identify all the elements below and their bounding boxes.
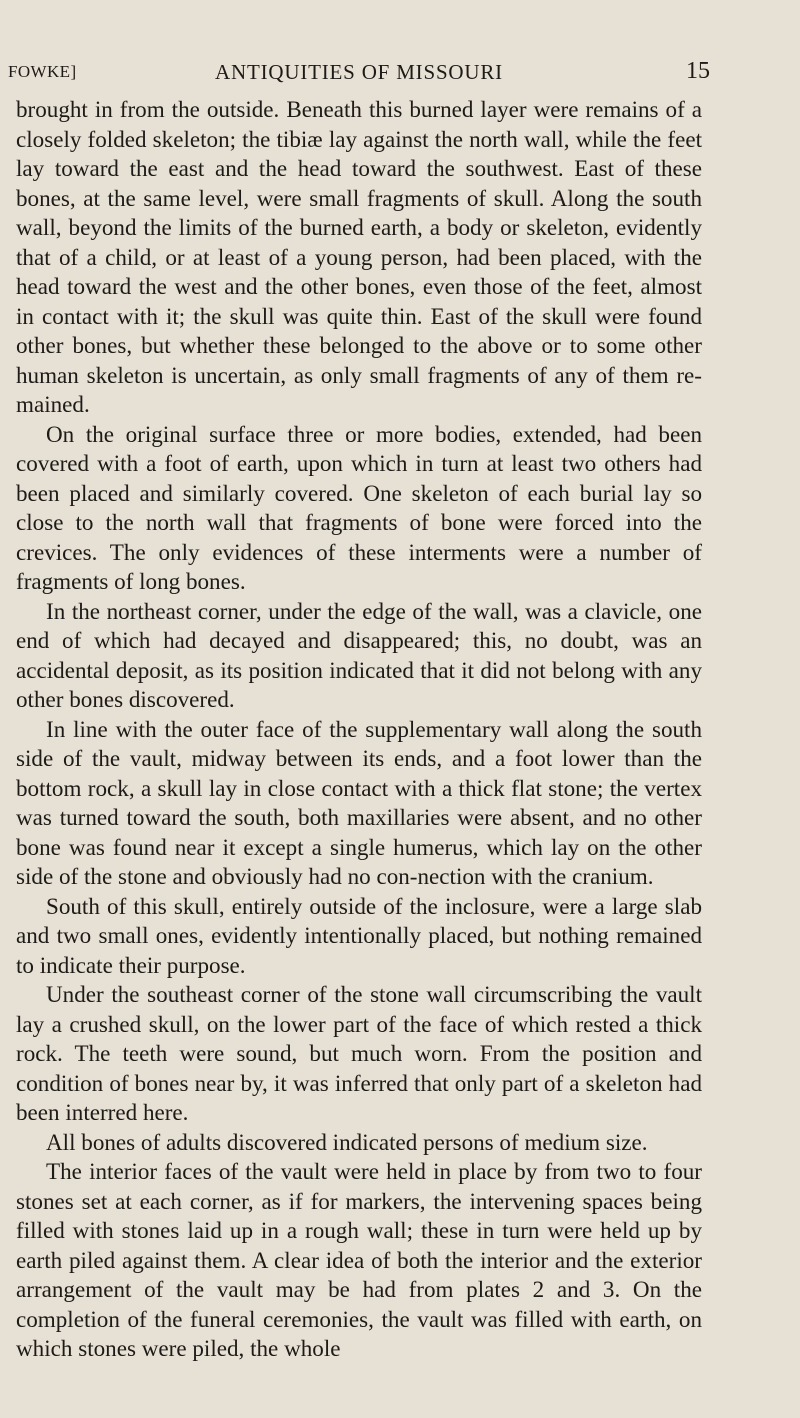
paragraph-slabs-outside-inclosure: South of this skull, entirely outside of the inclosure, were a large slab and two small ones, evidently intentionally placed, but nothing remained to indicate their purpose. (16, 892, 702, 978)
paragraph-vault-construction: The interior faces of the vault were held in place by from two to four stones set at each corner, as if for markers, the intervening spaces being filled with stones laid up in a rough wall; these in turn were held up by earth piled against them. A clear idea of both the interior and the exterior arrangement of the vault may be had from plates 2 and 3. On the completion of the funeral ceremonies, the vault was filled with earth, on which stones were piled, the whole (16, 1158, 702, 1361)
running-head-title: ANTIQUITIES OF MISSOURI (215, 60, 503, 84)
page-number: 15 (686, 58, 710, 84)
paragraph-adult-bones-size: All bones of adults discovered indicated persons of medium size. (46, 1128, 648, 1155)
paragraph-original-surface-burials: On the original surface three or more bodies, extended, had been covered with a foot of earth, upon which in turn at least two others had been placed and similarly covered. One skeleton of each burial lay so close to the north wall that fragments of bone were forced into the crevices. The only evidences of these interments were a number of fragments of long bones. (16, 420, 702, 594)
running-head-author: FOWKE] (8, 62, 77, 81)
page-header (8, 58, 710, 88)
paragraph-skull-supplementary-wall: In line with the outer face of the supplementary wall along the south side of the vault, midway between its ends, and a foot lower than the bottom rock, a skull lay in close contact with a thick flat stone; the vertex was turned toward the south, both maxillaries were absent, and no other bone was found near it except a single humerus, which lay on the other side of the stone and obviously had no con-nection with the cranium. (16, 715, 702, 889)
paragraph-southeast-corner-skull: Under the southeast corner of the stone wall circumscribing the vault lay a crushed skull, on the lower part of the face of which rested a thick rock. The teeth were sound, but much worn. From the position and condition of bones near by, it was inferred that only part of a skeleton had been interred here. (16, 981, 702, 1125)
paragraph-northeast-corner-clavicle: In the northeast corner, under the edge of the wall, was a clavicle, one end of which had decayed and disappeared; this, no doubt, was an accidental deposit, as its position indicated that it did not belong with any other bones discovered. (16, 597, 702, 712)
body-text (16, 95, 702, 1364)
paragraph-burned-layer-remains: brought in from the outside. Beneath this burned layer were remains of a closely folded skeleton; the tibiæ lay against the north wall, while the feet lay toward the east and the head toward the southwest. East of these bones, at the same level, were small fragments of skull. Along the south wall, beyond the limits of the burned earth, a body or skeleton, evidently that of a child, or at least of a young person, had been placed, with the head toward the west and the other bones, even those of the feet, almost in contact with it; the skull was quite thin. East of the skull were found other bones, but whether these belonged to the above or to some other human skeleton is uncertain, as only small fragments of any of them re-mained. (16, 96, 702, 417)
